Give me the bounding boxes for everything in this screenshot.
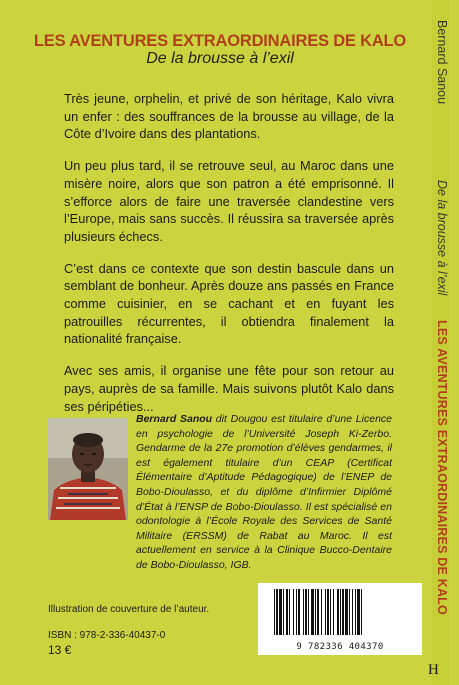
author-photo [48, 418, 128, 520]
spine-author: Bernard Sanou [435, 20, 449, 105]
book-subtitle: De la brousse à l’exil [146, 50, 294, 67]
synopsis-paragraph: Très jeune, orphelin, et privé de son héritage, Kalo vivra un enfer : des souffrances de la brousse au village, de la Côte d’Ivoire dans des plantations. [64, 91, 394, 142]
illustration-credit: Illustration de couverture de l’auteur. [48, 604, 210, 615]
barcode-icon [258, 583, 422, 641]
isbn: ISBN : 978-2-336-40437-0 [48, 630, 166, 641]
synopsis-paragraph: Avec ses amis, il organise une fête pour son retour au pays, auprès de sa famille. Mais suivons plutôt Kalo dans ses péripéties... [64, 363, 394, 414]
spine-title: LES AVENTURES EXTRAORDINAIRES DE KALO [435, 320, 449, 615]
barcode [258, 583, 422, 655]
author-portrait-icon [48, 418, 128, 520]
synopsis [64, 90, 394, 429]
book-title: LES AVENTURES EXTRAORDINAIRES DE KALO [33, 32, 407, 50]
author-bio [136, 412, 392, 573]
synopsis-paragraph: C’est dans ce contexte que son destin bascule dans un semblant de bonheur. Après douze ans passés en France comme cuisinier, en se cachant et en fuyant les patrouilles récurrentes, il obtiendra finalement la nationalité française. [64, 260, 394, 347]
author-name: Bernard Sanou [136, 413, 213, 425]
price: 13 € [48, 643, 72, 657]
spine-subtitle: De la brousse à l’exil [435, 180, 449, 296]
publisher-logo: H [428, 662, 439, 678]
spine-text [435, 0, 459, 685]
synopsis-paragraph: Un peu plus tard, il se retrouve seul, au Maroc dans une misère noire, alors que son patron a été emprisonné. Il s’efforce alors de faire une traversée clandestine vers l’Europe, mais sans succès. Il réussira sa traversée après plusieurs échecs. [64, 158, 394, 244]
barcode-number: 9 782336 404370 [296, 642, 384, 652]
author-bio-text: dit Dougou est titulaire d’une Licence en psychologie de l’Université Joseph Ki-Zerbo. Gendarme de la 27e promotion d’élèves gendarmes, il est également titulaire d’un CEAP (Certificat Élémentaire d’Aptitude Pédagogique) de l’ENEP de Bobo-Dioulasso, et du diplôme d’Infirmier Diplômé d’État à l’ENSP de Bobo-Dioulasso. Il est spécialisé en odontologie à l’École Royale des Services de Santé Militaire (ERSSM) de Rabat au Maroc. Il est actuellement en service à la Clinique Bucco-Dentaire de Bobo-Dioulasso, IGB. [136, 413, 392, 571]
